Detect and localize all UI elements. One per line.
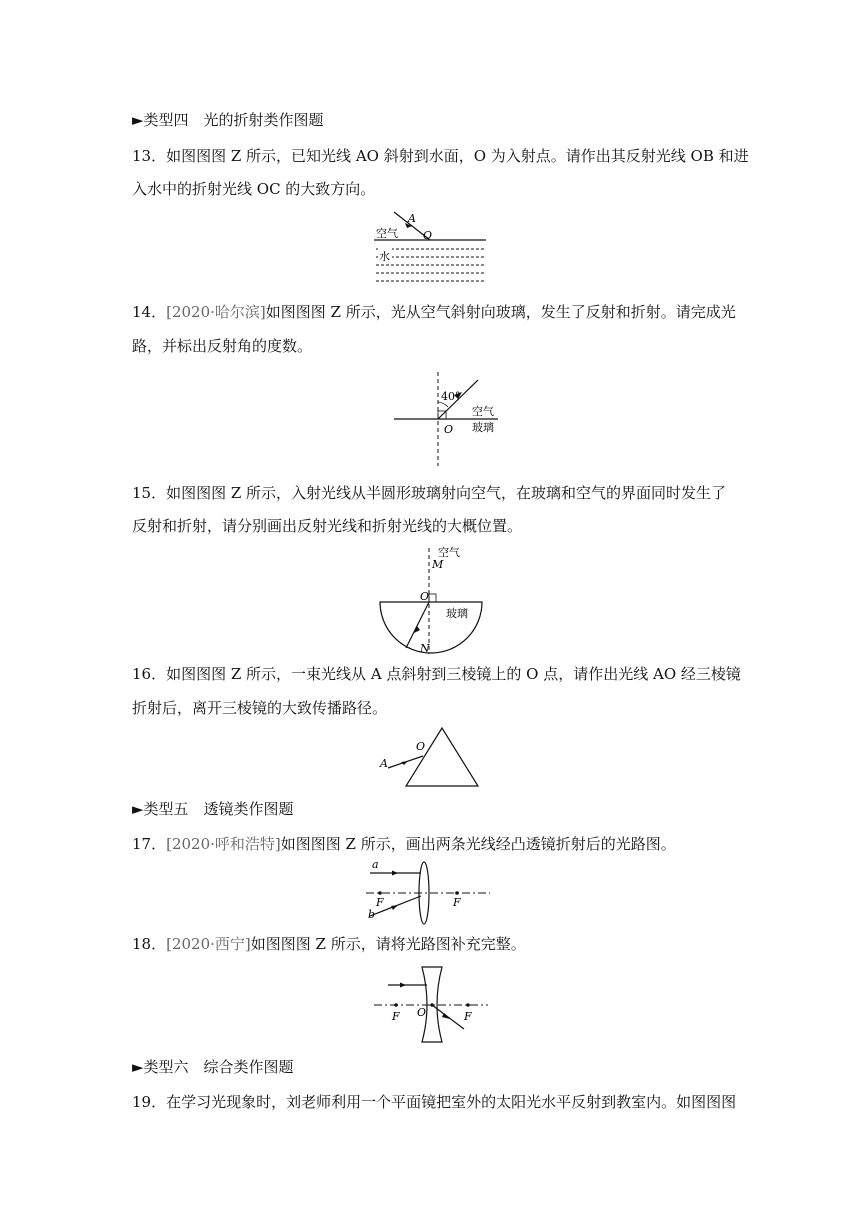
question-17-text: 如图图图 Z 所示，画出两条光线经凸透镜折射后的光路图。 (280, 835, 676, 853)
label-o: O (416, 740, 426, 753)
section-heading-5: ►类型五 透镜类作图题 (132, 800, 294, 818)
label-o: O (420, 590, 430, 603)
question-16-line-2: 折射后，离开三棱镜的大致传播路径。 (132, 699, 388, 717)
label-focus-left: F (376, 896, 384, 909)
figure-13-water-surface (372, 208, 490, 290)
question-13-line-1: 13．如图图图 Z 所示，已知光线 AO 斜射到水面，O 为入射点。请作出其反射光线 OB 和进 (132, 147, 749, 165)
question-14-number: 14． (132, 303, 167, 321)
figure-16-prism (376, 724, 484, 790)
figure-15-semicircle-glass (378, 544, 484, 656)
question-18-number: 18． (132, 935, 167, 953)
question-17-line-1 (132, 834, 676, 854)
label-glass: 玻璃 (446, 607, 468, 620)
label-focus-right: F (453, 896, 461, 909)
question-15-line-2: 反射和折射，请分别画出反射光线和折射光线的大概位置。 (132, 517, 523, 535)
label-glass: 玻璃 (472, 421, 494, 434)
label-o: O (417, 1006, 427, 1019)
question-14-source-tag: [2020·哈尔滨] (166, 303, 266, 321)
label-a: A (380, 757, 388, 770)
label-a: A (408, 212, 416, 225)
label-angle: 40° (441, 390, 461, 403)
question-15-line-1: 15．如图图图 Z 所示，入射光线从半圆形玻璃射向空气，在玻璃和空气的界面同时发生了 (132, 484, 727, 502)
label-ray-a: a (372, 858, 379, 871)
question-14-line-1 (132, 302, 736, 322)
label-o: O (444, 423, 454, 436)
figure-18-concave-lens (372, 964, 490, 1044)
question-16-line-1: 16．如图图图 Z 所示，一束光线从 A 点斜射到三棱镜上的 O 点，请作出光线 AO 经三棱镜 (132, 665, 741, 683)
label-o: O (423, 229, 433, 242)
label-focus-right: F (464, 1010, 472, 1023)
question-17-source-tag: [2020·呼和浩特] (166, 835, 281, 853)
question-17-number: 17． (132, 835, 167, 853)
label-m: M (432, 558, 444, 571)
section-heading-4: ►类型四 光的折射类作图题 (132, 111, 324, 129)
label-air: 空气 (472, 405, 494, 418)
question-18-source-tag: [2020·西宁] (166, 935, 251, 953)
question-14-line-2: 路，并标出反射角的度数。 (132, 337, 313, 355)
question-19-line-1: 19．在学习光现象时，刘老师利用一个平面镜把室外的太阳光水平反射到教室内。如图图图 (132, 1093, 737, 1111)
figure-17-convex-lens (364, 856, 492, 926)
question-14-text: 如图图图 Z 所示，光从空气斜射向玻璃，发生了反射和折射。请完成光 (265, 303, 736, 321)
section-heading-6: ►类型六 综合类作图题 (132, 1058, 294, 1076)
label-air: 空气 (438, 546, 460, 559)
question-18-line-1 (132, 934, 526, 954)
question-13-line-2: 入水中的折射光线 OC 的大致方向。 (132, 180, 376, 198)
question-18-text: 如图图图 Z 所示，请将光路图补充完整。 (250, 935, 526, 953)
label-ray-b: b (368, 908, 376, 921)
figure-14-air-glass (392, 370, 502, 468)
label-air: 空气 (376, 227, 398, 240)
label-n: N (420, 642, 430, 655)
label-focus-left: F (392, 1010, 400, 1023)
label-water: 水 (379, 250, 390, 263)
